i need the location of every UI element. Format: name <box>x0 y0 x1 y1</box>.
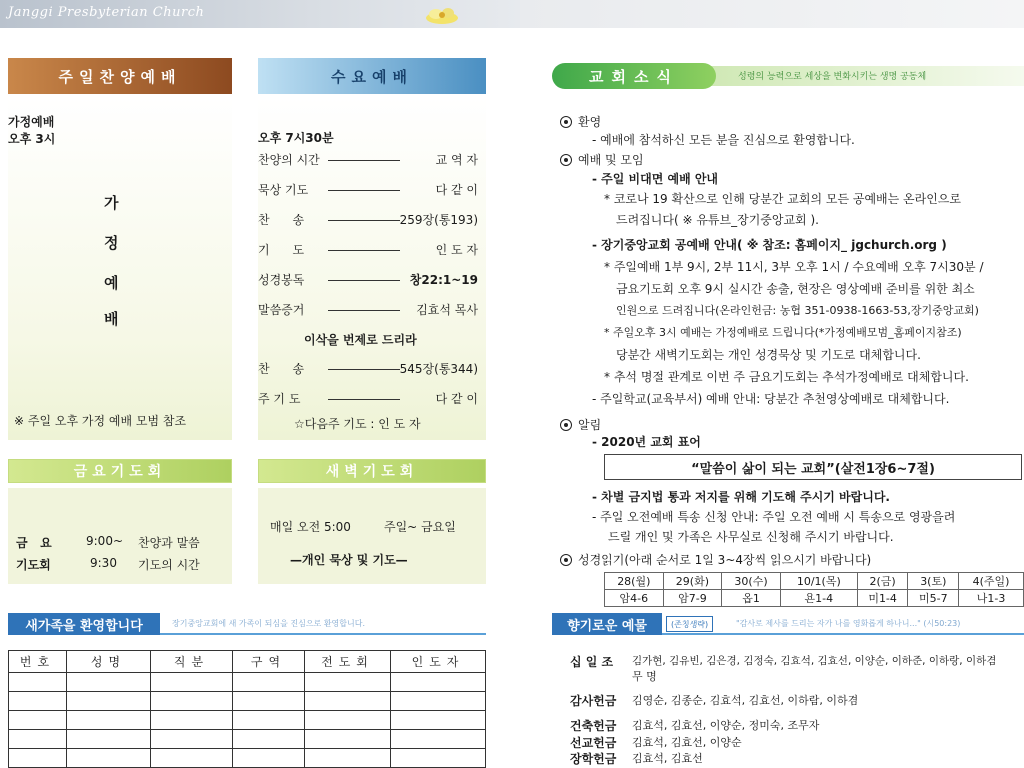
news-line: - 예배에 참석하신 모든 분을 진심으로 환영합니다. <box>592 133 855 147</box>
news-line: 드려집니다( ※ 유튜브_장기중앙교회 ). <box>616 213 819 227</box>
news-line: * 주일오후 3시 예배는 가정예배로 드립니다(*가정예배모범_홈페이지참조) <box>604 326 962 339</box>
leader-line <box>328 369 400 370</box>
bible-day: 30(수) <box>722 573 781 590</box>
news-line: - 주일 비대면 예배 안내 <box>592 172 719 186</box>
table-row <box>9 673 486 692</box>
bible-day: 10/1(목) <box>780 573 857 590</box>
order-item: 찬양의 시간 <box>258 153 320 167</box>
offering-bar <box>552 613 1024 635</box>
bible-day: 28(월) <box>605 573 664 590</box>
next-week-prayer: ☆다음주 기도 : 인 도 자 <box>294 417 421 431</box>
offering-names: 김효석, 김효선 <box>632 752 703 765</box>
bible-ref: 미1-4 <box>857 590 908 607</box>
church-motto: “말씀이 삶이 되는 교회”(살전1장6~7절) <box>604 454 1022 480</box>
bible-reading-table <box>604 572 1024 607</box>
vertical-char-4: 배 <box>104 310 119 328</box>
order-value: 다 같 이 <box>435 183 478 197</box>
bible-day: 29(화) <box>663 573 722 590</box>
wednesday-service-header: 수요예배 <box>258 58 486 94</box>
order-value: 545장(통344) <box>399 362 478 376</box>
church-slogan: 성령의 능력으로 세상을 변화시키는 생명 공동체 <box>738 72 927 82</box>
vertical-char-1: 가 <box>104 194 119 212</box>
family-service-note: ※ 주일 오후 가정 예배 모범 참조 <box>14 414 187 428</box>
table-row <box>9 749 486 768</box>
order-value: 창22:1~19 <box>409 273 478 287</box>
col-mission: 전도회 <box>305 651 391 673</box>
friday-time-2: 9:30 <box>90 556 117 570</box>
friday-desc-2: 기도의 시간 <box>138 558 200 572</box>
bible-ref: 옵1 <box>722 590 781 607</box>
order-row <box>258 151 486 171</box>
col-name: 성명 <box>67 651 151 673</box>
friday-prayer-header: 금요기도회 <box>8 459 232 483</box>
bible-ref: 나1-3 <box>959 590 1024 607</box>
col-guide: 인도자 <box>391 651 486 673</box>
leader-line <box>328 220 400 221</box>
news-line: 드릴 개인 및 가족은 사무실로 신청해 주시기 바랍니다. <box>608 530 894 544</box>
bullet-icon <box>560 154 572 166</box>
offering-names: 김효석, 김효선, 이양순 <box>632 736 742 749</box>
bullet-icon <box>560 419 572 431</box>
new-family-table <box>8 650 486 768</box>
offering-names: 김효석, 김효선, 이양순, 정미숙, 조무자 <box>632 719 820 732</box>
dawn-days: 주일~ 금요일 <box>384 520 456 534</box>
header-band-right <box>520 0 1024 28</box>
family-service-name: 가정예배 <box>8 115 55 129</box>
table-row <box>605 590 1024 607</box>
news-line: - 주일학교(교육부서) 예배 안내: 당분간 추천영상예배로 대체합니다. <box>592 392 950 406</box>
leader-line <box>328 190 400 191</box>
sunday-panel <box>8 98 232 440</box>
news-line: 금요기도회 오후 9시 실시간 송출, 현장은 영상예배 준비를 위한 최소 <box>616 282 975 296</box>
offering-names: 무 명 <box>632 670 657 683</box>
new-family-note: 장기중앙교회에 새 가족이 되심을 진심으로 환영합니다. <box>172 619 365 628</box>
col-number: 번호 <box>9 651 67 673</box>
leader-line <box>328 399 400 400</box>
leader-line <box>328 250 400 251</box>
table-header-row <box>9 651 486 673</box>
bible-day: 2(금) <box>857 573 908 590</box>
offering-label: 십 일 조 <box>570 655 614 669</box>
order-item: 기 도 <box>258 243 305 257</box>
order-value: 인 도 자 <box>435 243 478 257</box>
order-row <box>258 241 486 261</box>
offering-title: 향기로운 예물 <box>552 613 662 635</box>
bible-ref: 욘1-4 <box>780 590 857 607</box>
flower-icon <box>420 2 464 28</box>
vertical-char-3: 예 <box>104 274 119 292</box>
bible-reading-heading: 성경읽기(아래 순서로 1일 3~4장씩 읽으시기 바랍니다) <box>560 551 871 568</box>
order-item: 주 기 도 <box>258 392 301 406</box>
order-row <box>258 390 486 410</box>
bible-ref: 미5-7 <box>908 590 959 607</box>
offering-label: 장학헌금 <box>570 752 617 766</box>
offering-label: 선교헌금 <box>570 736 617 750</box>
offering-label: 감사헌금 <box>570 694 617 708</box>
order-row <box>258 211 486 231</box>
order-value: 교 역 자 <box>435 153 478 167</box>
friday-label-2: 기도회 <box>16 558 51 572</box>
bible-ref: 암7-9 <box>663 590 722 607</box>
order-row <box>258 181 486 201</box>
col-title: 직분 <box>151 651 233 673</box>
col-district: 구역 <box>233 651 305 673</box>
worship-heading: 예배 및 모임 <box>560 151 644 168</box>
order-row <box>258 271 486 291</box>
bible-day: 3(토) <box>908 573 959 590</box>
news-line: - 차별 금지법 통과 저지를 위해 기도해 주시기 바랍니다. <box>592 490 890 504</box>
leader-line <box>328 280 400 281</box>
news-line: * 코로나 19 확산으로 인해 당분간 교회의 모든 공예배는 온라인으로 <box>604 192 961 206</box>
offering-label: 건축헌금 <box>570 719 617 733</box>
new-family-title: 새가족을 환영합니다 <box>8 613 160 635</box>
order-value: 259장(통193) <box>399 213 478 227</box>
offering-honorific-note: (존칭생략) <box>666 616 713 632</box>
table-row <box>605 573 1024 590</box>
order-row <box>258 360 486 380</box>
order-value: 다 같 이 <box>435 392 478 406</box>
table-row <box>9 711 486 730</box>
order-row <box>258 301 486 321</box>
wednesday-panel <box>258 98 486 440</box>
news-line: - 주일 오전예배 특송 신청 안내: 주일 오전 예배 시 특송으로 영광을려 <box>592 510 956 524</box>
order-item: 찬 송 <box>258 362 305 376</box>
order-value: 김효석 목사 <box>416 303 478 317</box>
dawn-panel <box>258 488 486 584</box>
leader-line <box>328 310 400 311</box>
friday-label-1: 금 요 <box>16 536 52 550</box>
church-news-header <box>552 63 1024 89</box>
news-line: 당분간 새벽기도회는 개인 성경묵상 및 기도로 대체합니다. <box>616 348 921 362</box>
news-line: * 추석 명절 관계로 이번 주 금요기도회는 추석가정예배로 대체합니다. <box>604 370 969 384</box>
welcome-heading: 환영 <box>560 113 601 130</box>
offering-names: 김가현, 김유빈, 김은경, 김정숙, 김효석, 김효선, 이양순, 이하준, 이하랑, 이하겸 <box>632 655 997 667</box>
church-news-title: 교회소식 <box>552 63 716 89</box>
new-family-bar <box>8 613 486 635</box>
table-row <box>9 730 486 749</box>
church-name: Janggi Presbyterian Church <box>8 5 205 20</box>
order-item: 묵상 기도 <box>258 183 309 197</box>
news-line: - 2020년 교회 표어 <box>592 435 701 449</box>
bible-ref: 암4-6 <box>605 590 664 607</box>
news-line: - 장기중앙교회 공예배 안내( ※ 참조: 홈페이지_ jgchurch.org ) <box>592 238 947 252</box>
table-row <box>9 692 486 711</box>
sunday-service-header: 주일찬양예배 <box>8 58 232 94</box>
dawn-desc: —개인 묵상 및 기도— <box>290 553 408 567</box>
bible-day: 4(주일) <box>959 573 1024 590</box>
friday-desc-1: 찬양과 말씀 <box>138 536 200 550</box>
order-item: 찬 송 <box>258 213 305 227</box>
news-line: * 주일예배 1부 9시, 2부 11시, 3부 오후 1시 / 수요예배 오후 7시30분 / <box>604 260 984 274</box>
leader-line <box>328 160 400 161</box>
bullet-icon <box>560 116 572 128</box>
bullet-icon <box>560 554 572 566</box>
wednesday-time: 오후 7시30분 <box>258 131 334 145</box>
offering-verse: "감사로 제사를 드리는 자가 나를 영화롭게 하나니..." (시50:23) <box>736 619 961 628</box>
order-item: 성경봉독 <box>258 273 305 287</box>
dawn-time: 매일 오전 5:00 <box>270 520 351 534</box>
sermon-title: 이삭을 번제로 드리라 <box>304 333 417 347</box>
news-line: 인원으로 드려집니다(온라인헌금: 농협 351-0938-1663-53,장기중앙교회) <box>616 304 979 317</box>
vertical-char-2: 정 <box>104 234 119 252</box>
offering-names: 김영순, 김종순, 김효석, 김효선, 이하람, 이하겸 <box>632 694 859 707</box>
family-service-time: 오후 3시 <box>8 132 56 146</box>
dawn-prayer-header: 새벽기도회 <box>258 459 486 483</box>
notice-heading: 알림 <box>560 416 601 433</box>
order-item: 말씀증거 <box>258 303 305 317</box>
header-band <box>0 0 520 28</box>
friday-time-1: 9:00~ <box>86 534 124 548</box>
